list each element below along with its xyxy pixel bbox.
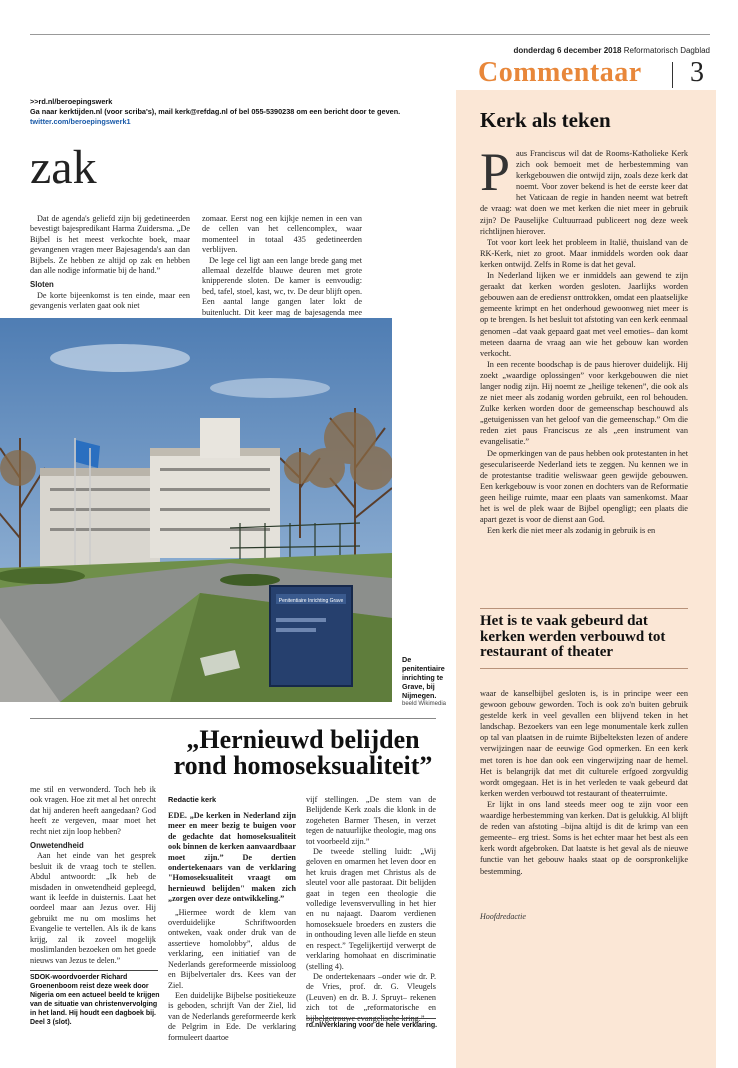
info-link-rd[interactable]: >>rd.nl/beroepingswerk (30, 97, 113, 106)
commentary-paragraph: In Nederland lijken we er inmiddels aan gewend te zijn geraakt dat kerken worden gesloten. Jaarlijks worden gebouwen aan de erediensт onttrokken, omdat een plaatselijke gemeente krimpt en het onderhoud gewoonweg niet meer is op te brengen. Is het besluit tot afstoting van een kerk eenmaal genomen –dat vaak gepaard gaat met veel emoties– dan komt meteen daarna de vraag aan wie het gebouw kan worden verkocht. (480, 271, 688, 358)
nigeria-paragraph: me stil en verwonderd. Toch heb ik ook vragen. Hoe zit met al het onrecht dat hij anderen heeft aangedaan? God heeft ze vergeven, maar moet het recht niet zijn loop hebben? (30, 785, 156, 836)
photo-caption (402, 655, 454, 709)
homo-column-1 (168, 811, 296, 1043)
sign-text: Penitentiaire Inrichting Grave (278, 598, 344, 604)
homo-paragraph: De ondertekenaars –onder wie dr. P. de Vries, prof. dr. G. Vleugels (Leuven) en dr. B. J. Spruyt– rekenen zich tot de „reformatorische en bijbelgetrouwe evangelische kring.” (306, 971, 436, 1023)
zak-subheading: Sloten (30, 280, 54, 290)
homo-paragraph: vijf stellingen. „De stem van de Belijdende Kerk zoals die klonk in de zogeheten Barmer Thesen, in verzet tegen de natuurlijke theologie, mag ons tot voorbeeld zijn.” (306, 795, 436, 846)
pull-quote-rule-bottom (480, 668, 688, 669)
commentary-title: Kerk als teken (480, 108, 611, 132)
prison-photo-illustration (0, 318, 392, 702)
commentary-column-bottom (480, 688, 688, 877)
info-contact: Ga naar kerktijden.nl (voor scriba's), mail kerk@refdag.nl of bel 055-5390238 om een bericht door te geven. (30, 107, 401, 116)
nigeria-column (30, 785, 156, 966)
nigeria-subheading: Onwetendheid (30, 841, 84, 851)
commentary-paragraph: De opmerkingen van de paus hebben ook protestanten in het geseculariseerde Nederland iets te zeggen. Nu kennen we in de protestantse traditie weliswaar geen gewijde gebouwen. Een kerkgebouw is voor zonen en dochters van de Reformatie geen heilige ruimte, maar een plaats van samenkomst. Maar het is wel de plek waar de Bijbel opengligt; een plaats die apart gezet is voor de dienst aan God. (480, 448, 688, 525)
dateline (513, 46, 710, 55)
zak-column-1 (30, 214, 190, 312)
paper-name: Reformatorisch Dagblad (623, 46, 710, 55)
link-note-rule (306, 1018, 436, 1019)
date: donderdag 6 december 2018 (513, 46, 622, 55)
info-block (30, 97, 410, 127)
commentary-paragraph: Er lijkt in ons land steeds meer oog te zijn voor een waardige herbestemming van kerken. Dat is gelukkig. Al blijft de reden van afstoting –bijna altijd is dit de krimp van een gemeente– erg triest. Soms is het echter maar het best als een kerk wordt afgebroken. Dat laatste is het geval als de nieuwe functie van het gebouw haaks staat op de oorspronkelijke bestemming. (480, 799, 688, 876)
zak-paragraph: Dat de agenda's geliefd zijn bij gedetineerden bevestigt bajespredikant Harma Zuidersma. „De Bijbel is het meest verkochte boek, maar gevangenen vragen meer Bajesagenda's aan dan Bijbels. Ze hebben ze altijd op zak en hebben dan alle nodige informatie bij de hand.” (30, 214, 190, 276)
zak-paragraph: De lege cel ligt aan een lange brede gang met allemaal dezelfde blauwe deuren met grote knipperende sloten. De kamer is eenvoudig: bed, tafel, stoel, kast, wc, tv. De deur blijft open. Een aantal lange gangen later lokt de buitenlucht. Dit keer mag de bajesagenda mee (202, 255, 362, 317)
page-number: 3 (690, 57, 704, 88)
commentary-paragraph: In een recente boodschap is de paus hierover duidelijk. Hij zoekt „waardige oplossingen” voor kerkgebouwen die niet langer nodig zijn. Hij noemt ze „heilige tekenen”, die ook als ze niet meer als zodanig worden gebruikt, een rol behouden. Zulke kerken worden door de gemeenschap beschouwd als „getuigenissen van het geloof van die gemeenschap.” Om die reden ziet paus Franciscus ze als „een instrument van evangelisatie.” (480, 359, 688, 447)
nigeria-paragraph: Aan het einde van het gesprek besluit ik de vraag toch te stellen. Abdul antwoordt: „Ik heb de misdaden in onwetendheid gepleegd, want ik leefde in duisternis. Laat het oordeel maar aan Jezus over. Hij gebruikt me nu om moslims het Evangelie te vertellen. Als ik de kans krijg, zal ik zoveel mogelijk moslimlanden bezoeken om het goede nieuws van Jezus te delen.” (30, 851, 156, 965)
byline: Redactie kerk (168, 795, 217, 804)
prison-photo (0, 318, 392, 702)
homo-column-2 (306, 795, 436, 1024)
commentary-signature: Hoofdredactie (480, 912, 526, 921)
article-headline-fragment: zak (30, 141, 97, 194)
caption-text: De penitentiaire inrichting te Grave, bij Nijmegen. (402, 655, 445, 700)
section-separator (672, 62, 673, 88)
homo-paragraph: Een duidelijke Bijbelse positiekeuze is geboden, schrijft Van der Ziel, lid van de Nederlands gereformeerde kerk de Pelgrim in Ede. De verklaring formuleert daartoe (168, 990, 296, 1042)
info-link-twitter[interactable]: twitter.com/beroepingswerk1 (30, 117, 131, 126)
pull-quote: Het is te vaak gebeurd dat kerken werden verbouwd tot restaurant of theater (480, 613, 666, 660)
homo-paragraph: De tweede stelling luidt: „Wij geloven en omarmen het leven door en het kruis dragen met Christus als de sleutel voor alle pastoraat. Dit belijden gaat in tegen een theologie die volledige levensvervulling in het hier en nu najaagt. Daarom verdienen homoseksuele broeders en zusters die in onthouding leven alle liefde en steun en respect.” Tegelijkertijd verwerpt de verklaring homohaat en discriminatie (stelling 4). (306, 847, 436, 971)
footnote-text: SDOK-woordvoerder Richard Groenenboom reist deze week door Nigeria om een actueel beeld te krijgen van de situatie van christenvervolging in het land. Hij houdt een dagboek bij. Deel 3 (slot). (30, 974, 160, 1026)
homo-headline: „Hernieuwd belijden rond homoseksualiteit” (173, 725, 433, 780)
commentary-column-top (480, 142, 688, 536)
top-rule (30, 34, 710, 35)
section-rule (30, 718, 436, 719)
zak-column-2 (202, 214, 362, 328)
commentary-paragraph: Tot voor kort leek het probleem in Italië, thuisland van de RK-Kerk, niet zo groot. Maar inmiddels worden ook daar kerken ontwijd. Zelfs in Rome is dat het geval. (480, 237, 688, 269)
drop-cap: P (480, 142, 511, 202)
homo-intro: EDE. „De kerken in Nederland zijn meer en meer bezig te buigen voor de gedachte dat homoseksualiteit ook binnen de kerken aanvaardbaar moet zijn.” De dertien ondertekenaars van de verklaring "Homoseksualiteit vraagt om hernieuwd belijden" maken zich „zorgen over deze ontwikkeling.” (168, 811, 296, 904)
verklaring-link[interactable]: rd.nl/verklaring voor de hele verklaring. (306, 1022, 438, 1029)
pull-quote-rule-top (480, 608, 688, 609)
photo-credit: beeld Wikimedia (402, 701, 447, 707)
commentary-paragraph: waar de kanselbijbel gesloten is, is in principe weer een gewoon gebouw geworden. Toch is ook zo'n buiten gebruik gestelde kerk in veel gevallen een blijvend teken in het landschap. Bezoekers van een lege monumentale kerk zullen op tal van plaatsen in de ruimte Bijbelteksten lezen of andere verwijzingen naar de eeuwige God opmerken. En een kerk met toren is hoe dan ook een vingerwijzing naar de hemel. Het is belangrijk dat met dit culturele erfgoed zorgvuldig wordt omgegaan. Het is in het verleden te vaak gebeurd dat kerken werden verbouwd tot restaurant of theaterruimte. (480, 689, 688, 798)
zak-paragraph: De korte bijeenkomst is ten einde, maar een gevangenis verlaten gaat ook niet (30, 290, 190, 311)
footnote-rule (30, 970, 158, 971)
section-title: Commentaar (478, 57, 642, 88)
author-footnote (30, 973, 160, 1027)
homo-paragraph: „Hiermee wordt de klem van overduidelijke Schriftwoorden ontweken, vaak onder druk van de assertieve homolobby”, aldus de verklaring, een initiatief van de Nederlands gereformeerde missioloog en Bijbelvertaler drs. Kees van der Ziel. (168, 907, 296, 990)
commentary-paragraph-1 (480, 142, 688, 237)
commentary-text: aus Franciscus wil dat de Rooms-Katholieke Kerk zich ook bemoeit met de herbestemming van kerkgebouwen die ontwijd zijn, zoals deze kerk dat noemt. Voor zover bekend is het de eerste keer dat het Vaticaan de regie in handen neemt wat betreft de vraag: wat doen we met kerken die niet meer in gebruik zijn? De Pauselijke Cultuurraad publiceert nog deze week richtlijnen hierover. (480, 149, 688, 236)
zak-paragraph: zomaar. Eerst nog een kijkje nemen in een van de cellen van het cellencomplex, waar momenteel in totaal 435 gedetineerden verblijven. (202, 214, 362, 255)
commentary-paragraph: Een kerk die niet meer als zodanig in gebruik is en (487, 526, 656, 536)
